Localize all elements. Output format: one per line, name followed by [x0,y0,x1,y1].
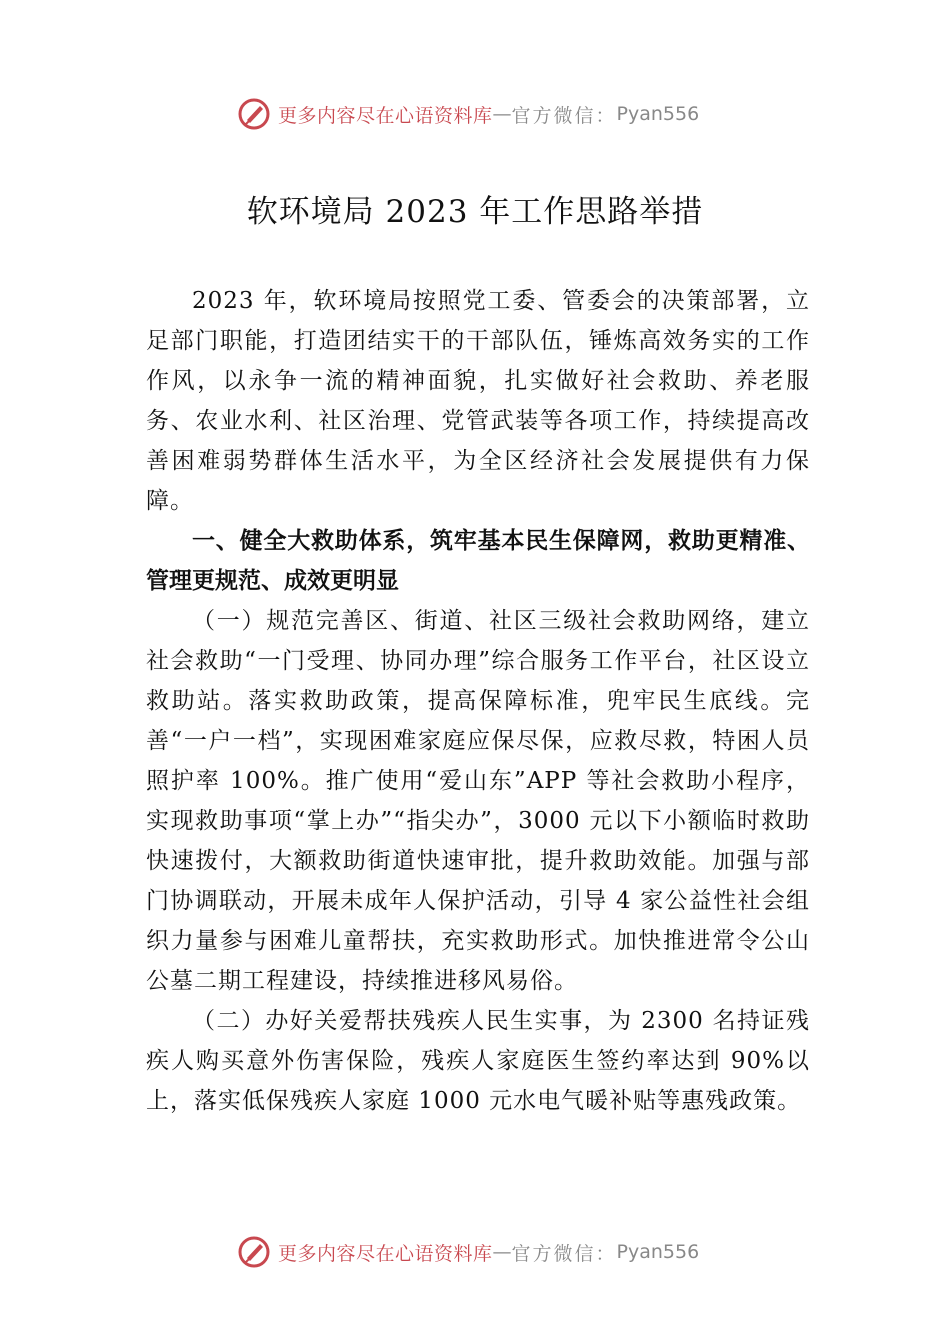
banner-wechat-id: Pyan556 [616,1241,700,1263]
document-body [146,281,810,1121]
header-watermark-banner [236,94,736,134]
logo-icon [236,96,272,132]
banner-main-text: 更多内容尽在心语资料库 [278,104,493,127]
footer-watermark-banner [236,1232,736,1272]
paragraph-2: （二）办好关爱帮扶残疾人民生实事，为 2300 名持证残疾人购买意外伤害保险，残疾人家庭医生签约率达到 90%以上，落实低保残疾人家庭 1000 元水电气暖补贴等惠残政策。 [146,1008,810,1114]
banner-wechat-id: Pyan556 [616,103,700,125]
document-title: 软环境局 2023 年工作思路举措 [246,194,704,230]
intro-paragraph: 2023 年，软环境局按照党工委、管委会的决策部署，立足部门职能，打造团结实干的干部队伍，锤炼高效务实的工作作风，以永争一流的精神面貌，扎实做好社会救助、养老服务、农业水利、社区治理、党管武装等各项工作，持续提高改善困难弱势群体生活水平，为全区经济社会发展提供有力保障。 [146,288,810,514]
banner-separator: — [492,103,512,125]
logo-icon [236,1234,272,1270]
section-heading-1: 一、健全大救助体系，筑牢基本民生保障网，救助更精准、管理更规范、成效更明显 [146,528,810,594]
paragraph-1: （一）规范完善区、街道、社区三级社会救助网络，建立社会救助“一门受理、协同办理”综合服务工作平台，社区设立救助站。落实救助政策，提高保障标准，兜牢民生底线。完善“一户一档”，实现困难家庭应保尽保，应救尽救，特困人员照护率 100%。推广使用“爱山东”APP 等社会救助小程序，实现救助事项“掌上办”“指尖办”，3000 元以下小额临时救助快速拨付，大额救助街道快速审批，提升救助效能。加强与部门协调联动，开展未成年人保护活动，引导 4 家公益性社会组织力量参与困难儿童帮扶，充实救助形式。加快推进常令公山公墓二期工程建设，持续推进移风易俗。 [146,608,810,994]
banner-wechat-label: 官方微信： [511,104,617,127]
banner-main-text: 更多内容尽在心语资料库 [278,1242,493,1265]
banner-wechat-label: 官方微信： [511,1242,617,1265]
banner-separator: — [492,1241,512,1263]
